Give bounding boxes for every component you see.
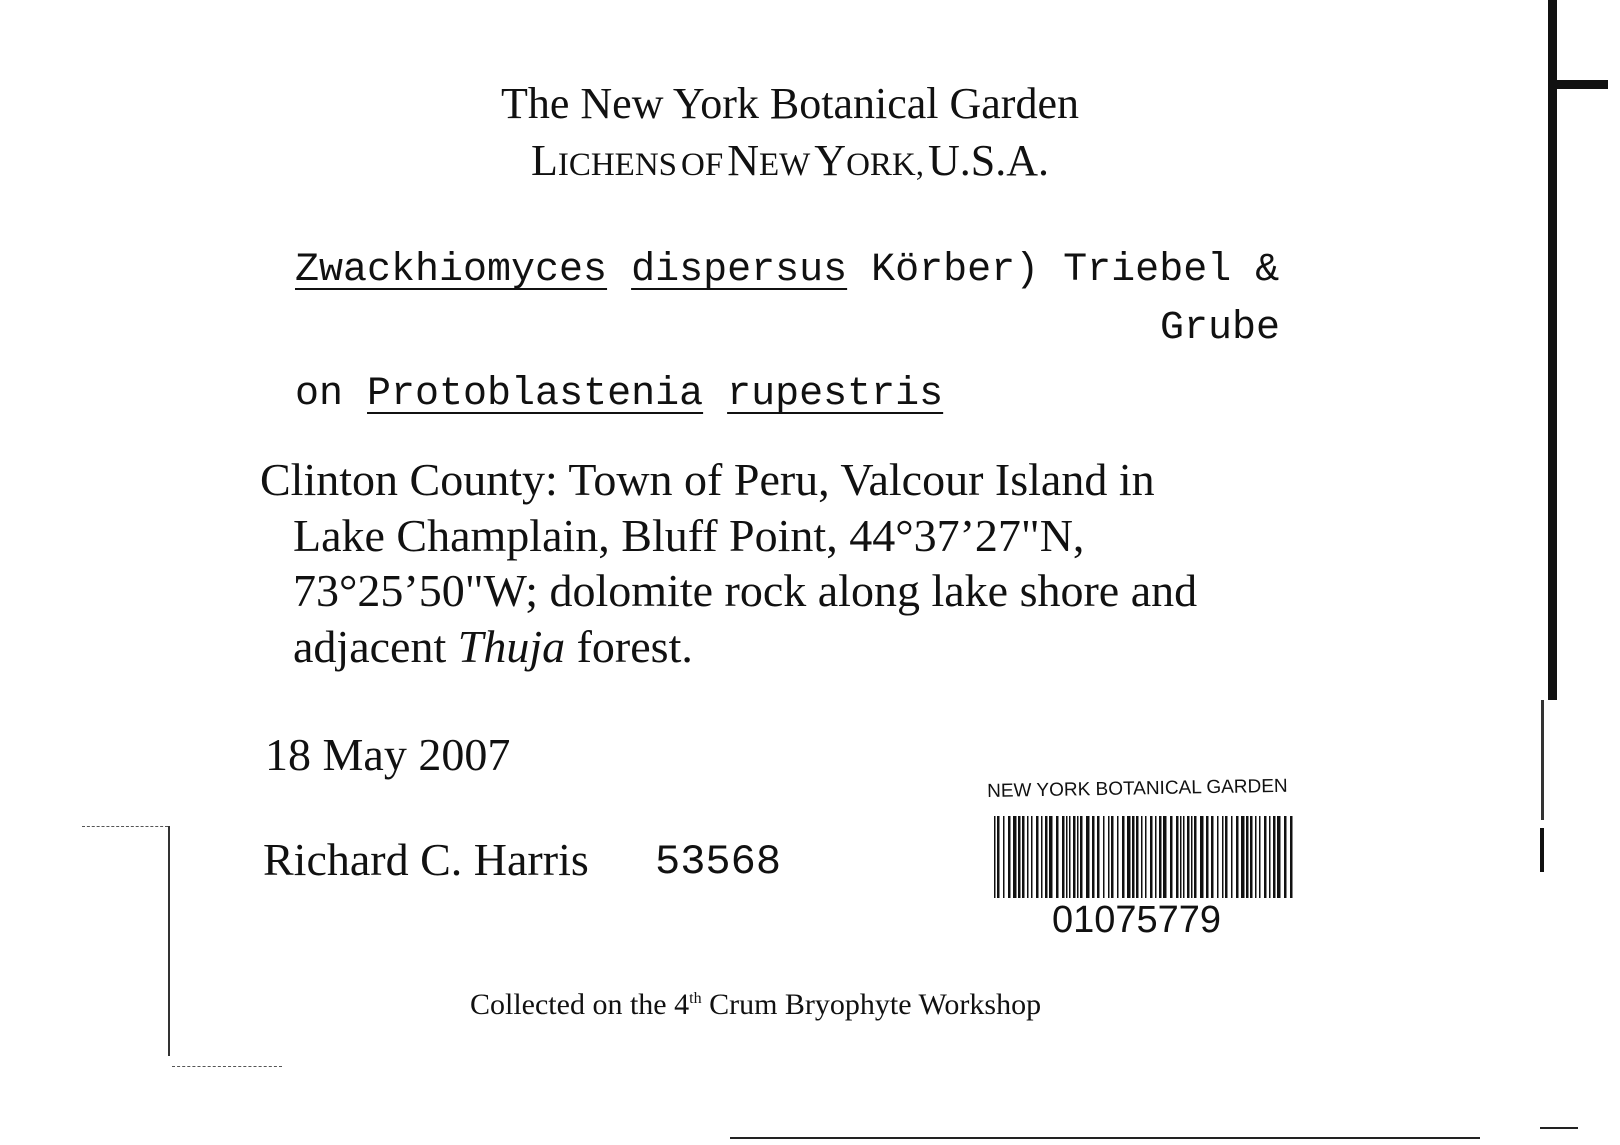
author-line-1: Körber) Triebel & (871, 248, 1280, 293)
barcode-bar (1127, 816, 1131, 898)
host-genus: Protoblastenia (367, 372, 704, 417)
locality-line-4: adjacent Thuja forest. (293, 621, 693, 672)
barcode-bar (1194, 816, 1197, 898)
barcode-bar (1077, 816, 1079, 898)
footer-note: Collected on the 4th Crum Bryophyte Workshop (470, 988, 1042, 1021)
barcode-bar (1236, 816, 1239, 898)
host-prefix: on (295, 372, 344, 417)
barcode-bar (1092, 816, 1095, 898)
taxon-name (295, 248, 1279, 293)
barcode-bar (1031, 816, 1033, 898)
barcode-bar (1222, 816, 1224, 898)
host-epithet: rupestris (727, 372, 944, 417)
series-title: LICHENS OF NEW YORK, U.S.A. (530, 136, 1050, 185)
barcode-bar (1163, 816, 1167, 898)
barcode-bar (1066, 816, 1068, 898)
collection-date: 18 May 2007 (265, 729, 511, 780)
barcode-bar (1277, 816, 1281, 898)
barcode-bar (1117, 816, 1119, 898)
right-edge-thin (1541, 700, 1544, 820)
barcode-bar (1041, 816, 1043, 898)
barcode-bar (1250, 816, 1253, 898)
barcode-bar (1255, 816, 1257, 898)
left-edge-line (168, 826, 170, 1056)
barcode-bar (1069, 816, 1071, 898)
barcode-bar (1170, 816, 1173, 898)
left-edge-dash-bottom (172, 1066, 282, 1067)
barcode-bar (1231, 816, 1233, 898)
right-edge-mark (1540, 828, 1544, 872)
barcode-number: 01075779 (1052, 899, 1222, 941)
barcode-bar (1132, 816, 1135, 898)
barcode-bar (1086, 816, 1090, 898)
host-tree-genus: Thuja (457, 621, 566, 672)
collector-number: 53568 (655, 838, 782, 886)
barcode-bar (1062, 816, 1065, 898)
barcode-bar (1246, 816, 1249, 898)
barcode-bar (1290, 816, 1293, 898)
barcode-bar (1103, 816, 1105, 898)
barcode-bar (1259, 816, 1261, 898)
barcode-bar (1284, 816, 1287, 898)
barcode-bar (1022, 816, 1025, 898)
right-edge-bar (1548, 0, 1557, 700)
barcode-bar (1045, 816, 1048, 898)
barcode-bars (992, 816, 1302, 898)
barcode-bar (1176, 816, 1179, 898)
barcode-bar (1159, 816, 1162, 898)
barcode-bar (1273, 816, 1276, 898)
barcode-bar (1206, 816, 1209, 898)
barcode-bar (1155, 816, 1157, 898)
barcode-bar (1008, 816, 1011, 898)
barcode-bar (1180, 816, 1182, 898)
author-line-2: Grube (1160, 306, 1281, 351)
left-edge-dash-top (82, 826, 168, 827)
barcode-bar (1145, 816, 1147, 898)
barcode-bar (1217, 816, 1219, 898)
host (295, 372, 943, 417)
barcode-bar (1036, 816, 1039, 898)
barcode-bar (1150, 816, 1153, 898)
barcode-bar (1108, 816, 1110, 898)
barcode-bar (1111, 816, 1114, 898)
barcode-bar (1183, 816, 1185, 898)
genus: Zwackhiomyces (295, 248, 608, 293)
barcode-bar (1122, 816, 1125, 898)
barcode-bar (994, 816, 996, 898)
barcode-bar (1141, 816, 1143, 898)
barcode-bar (1264, 816, 1267, 898)
species-epithet: dispersus (631, 248, 848, 293)
barcode-bar (1056, 816, 1059, 898)
barcode-bar (1191, 816, 1193, 898)
bottom-right-dash (1540, 1127, 1578, 1129)
barcode-bar (1080, 816, 1083, 898)
barcode-bar (1211, 816, 1214, 898)
barcode-bar (997, 816, 1000, 898)
barcode-bar (1225, 816, 1228, 898)
barcode-bar (1018, 816, 1021, 898)
barcode-bar (1187, 816, 1190, 898)
barcode-bar (1013, 816, 1017, 898)
barcode-institution: NEW YORK BOTANICAL GARDEN (987, 775, 1288, 802)
locality-line-2: Lake Champlain, Bluff Point, 44°37’27"N, (293, 510, 1085, 561)
collector-name: Richard C. Harris (263, 834, 589, 885)
barcode-bar (1073, 816, 1076, 898)
barcode-bar (1097, 816, 1100, 898)
locality-line-1: Clinton County: Town of Peru, Valcour Island in (260, 454, 1155, 505)
barcode-bar (1269, 816, 1271, 898)
barcode-bar (1136, 816, 1139, 898)
barcode-bar (1241, 816, 1245, 898)
barcode-bar (1027, 816, 1029, 898)
locality-line-3: 73°25’50"W; dolomite rock along lake shore and (293, 565, 1198, 616)
barcode-bar (1200, 816, 1204, 898)
right-edge-tab (1548, 80, 1608, 89)
barcode-bar (1049, 816, 1053, 898)
barcode-bar (1003, 816, 1005, 898)
bottom-edge-line (730, 1137, 1480, 1139)
institution-title: The New York Botanical Garden (501, 79, 1079, 128)
